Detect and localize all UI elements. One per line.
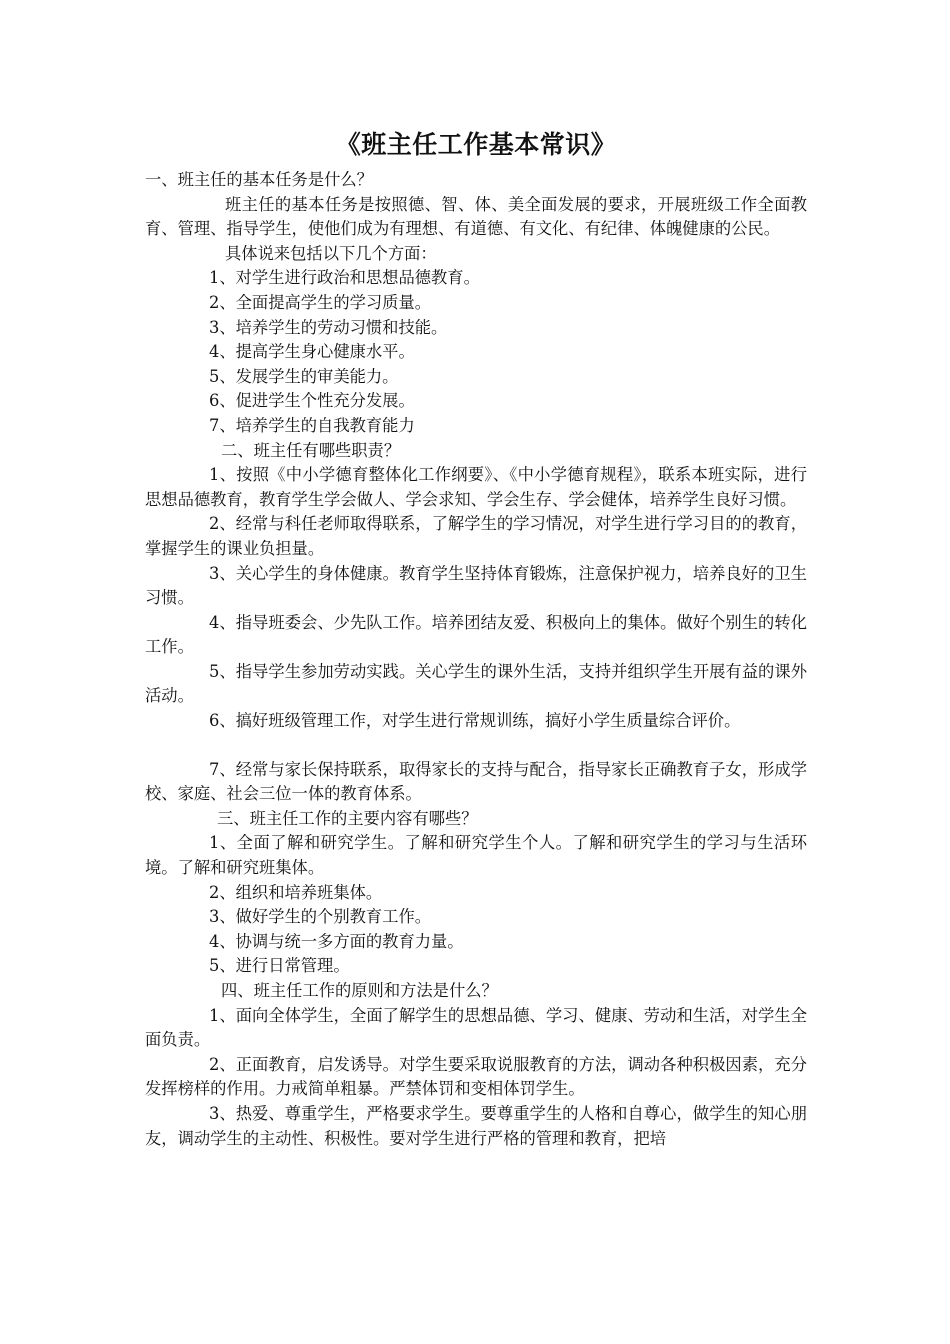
section-2-item: 3、关心学生的身体健康。教育学生坚持体育锻炼，注意保护视力，培养良好的卫生习惯。 xyxy=(145,563,807,608)
paragraph-gap xyxy=(145,734,807,758)
section-3-heading: 三、班主任工作的主要内容有哪些？ xyxy=(217,808,478,828)
section-1-item: 3、培养学生的劳动习惯和技能。 xyxy=(209,317,448,337)
section-1-item: 2、全面提高学生的学习质量。 xyxy=(209,292,432,312)
section-2-item: 1、按照《中小学德育整体化工作纲要》、《中小学德育规程》，联系本班实际，进行思想品德教育，教育学生学会做人、学会求知、学会生存、学会健体，培养学生良好习惯。 xyxy=(145,465,807,509)
section-4-heading: 四、班主任工作的原则和方法是什么？ xyxy=(221,981,498,1000)
section-1-heading: 一、班主任的基本任务是什么？ xyxy=(145,170,373,189)
section-4-item: 2、正面教育，启发诱导。对学生要采取说服教育的方法，调动各种积极因素，充分发挥榜样的作用。力戒简单粗暴。严禁体罚和变相体罚学生。 xyxy=(145,1054,807,1099)
section-3-item: 2、组织和培养班集体。 xyxy=(209,882,383,902)
section-1-item: 6、促进学生个性充分发展。 xyxy=(209,391,415,411)
document-page xyxy=(145,128,807,1151)
section-4-item: 1、面向全体学生，全面了解学生的思想品德、学习、健康、劳动和生活，对学生全面负责。 xyxy=(145,1005,807,1050)
section-2-item: 4、指导班委会、少先队工作。培养团结友爱、积极向上的集体。做好个别生的转化工作。 xyxy=(145,612,807,657)
section-3-item: 4、协调与统一多方面的教育力量。 xyxy=(209,931,464,951)
section-1-intro: 班主任的基本任务是按照德、智、体、美全面发展的要求，开展班级工作全面教育、管理、指导学生，使他们成为有理想、有道德、有文化、有纪律、体魄健康的公民。 xyxy=(145,194,807,239)
section-1-item: 4、提高学生身心健康水平。 xyxy=(209,342,415,362)
section-3-item: 1、全面了解和研究学生。了解和研究学生个人。了解和研究学生的学习与生活环境。了解和研究班集体。 xyxy=(145,833,807,878)
section-2-item: 7、经常与家长保持联系，取得家长的支持与配合，指导家长正确教育子女，形成学校、家庭、社会三位一体的教育体系。 xyxy=(145,759,807,804)
section-3-item: 5、进行日常管理。 xyxy=(209,956,350,976)
document-title: 《班主任工作基本常识》 xyxy=(335,130,617,159)
section-2-item: 6、搞好班级管理工作，对学生进行常规训练，搞好小学生质量综合评价。 xyxy=(209,711,741,731)
section-2-heading: 二、班主任有哪些职责？ xyxy=(221,440,401,460)
section-3-item: 3、做好学生的个别教育工作。 xyxy=(209,907,432,927)
section-4-item: 3、热爱、尊重学生，严格要求学生。要尊重学生的人格和自尊心，做学生的知心朋友，调动学生的主动性、积极性。要对学生进行严格的管理和教育，把培 xyxy=(145,1103,807,1148)
section-2-item: 2、经常与科任老师取得联系，了解学生的学习情况，对学生进行学习目的的教育，掌握学生的课业负担量。 xyxy=(145,514,807,558)
section-1-item: 1、对学生进行政治和思想品德教育。 xyxy=(209,268,480,288)
section-2-item: 5、指导学生参加劳动实践。关心学生的课外生活，支持并组织学生开展有益的课外活动。 xyxy=(145,661,807,706)
section-1-item: 5、发展学生的审美能力。 xyxy=(209,366,399,386)
section-1-item: 7、培养学生的自我教育能力 xyxy=(209,415,415,435)
section-1-lead: 具体说来包括以下几个方面： xyxy=(225,243,437,263)
